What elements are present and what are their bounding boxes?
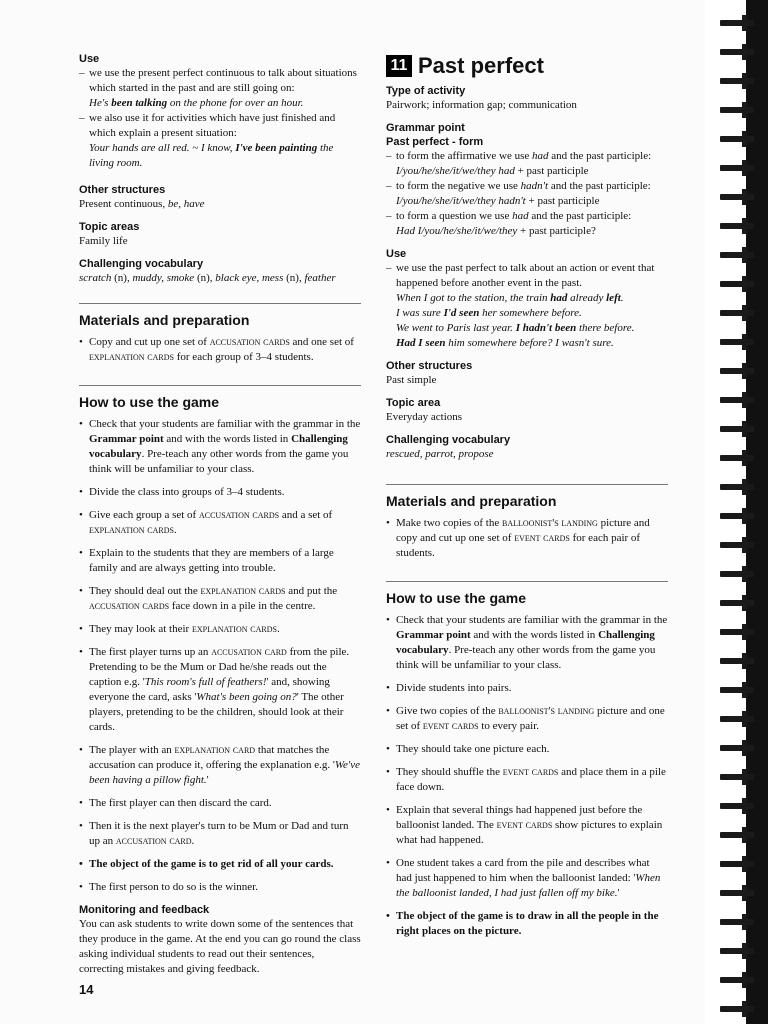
other-structures-text: Past simple bbox=[386, 374, 437, 386]
grammar-heading: Grammar point bbox=[386, 122, 465, 134]
binding-ring bbox=[720, 192, 760, 202]
binding-ring bbox=[720, 917, 760, 927]
binding-ring bbox=[720, 540, 760, 550]
binding-ring bbox=[720, 1004, 760, 1014]
list-item: • The first player can then discard the card. bbox=[79, 796, 361, 811]
vocabulary-heading: Challenging vocabulary bbox=[386, 434, 511, 446]
list-item: • The player with an explanation card that matches the accusation can produce it, offering the explanation e.g. 'We've been having a pillow fight.' bbox=[79, 743, 361, 788]
binding-ring bbox=[720, 250, 760, 260]
binding-ring bbox=[720, 424, 760, 434]
left-column bbox=[79, 52, 361, 977]
materials-heading: Materials and preparation bbox=[386, 493, 557, 509]
use-example: When I got to the station, the train had already left. bbox=[396, 292, 624, 304]
binding-ring bbox=[720, 337, 760, 347]
binding-ring bbox=[720, 47, 760, 57]
list-item: • The first person to do so is the winner. bbox=[79, 880, 361, 895]
list-item: • They should deal out the explanation cards and put the accusation cards face down in a pile in the centre. bbox=[79, 584, 361, 614]
topic-area-text: Everyday actions bbox=[386, 411, 463, 423]
binding-ring bbox=[720, 772, 760, 782]
binding-ring bbox=[720, 714, 760, 724]
other-structures-heading: Other structures bbox=[386, 360, 473, 372]
binding-ring bbox=[720, 685, 760, 695]
list-item: • Divide the class into groups of 3–4 students. bbox=[79, 485, 361, 500]
binding-ring bbox=[720, 801, 760, 811]
list-item: • One student takes a card from the pile and describes what had just happened to him when the balloonist landed: 'When the balloonist landed, I had just fallen off my bike.' bbox=[386, 856, 668, 901]
binding-ring bbox=[720, 105, 760, 115]
use-example: Had I seen him somewhere before? I wasn't sure. bbox=[396, 337, 614, 349]
binding-ring bbox=[720, 163, 760, 173]
list-item: • They may look at their explanation cards. bbox=[79, 622, 361, 637]
page-number: 14 bbox=[79, 982, 94, 997]
list-item: • Check that your students are familiar with the grammar in the Grammar point and with the words listed in Challenging vocabulary. Pre-teach any other words from the game you think will be unfamiliar to your class. bbox=[79, 417, 361, 477]
monitoring-text: You can ask students to write down some of the sentences that they produce in the game. At the end you can go round the class asking individual students to read out their sentences, correcting mistakes and giving feedback. bbox=[79, 918, 361, 975]
binding-ring bbox=[720, 308, 760, 318]
page-title bbox=[386, 52, 668, 80]
monitoring-heading: Monitoring and feedback bbox=[79, 904, 210, 916]
grammar-item: – to form the negative we use hadn't and the past participle: bbox=[386, 179, 668, 194]
binding-ring bbox=[720, 279, 760, 289]
binding-ring bbox=[720, 134, 760, 144]
materials-item: • Copy and cut up one set of accusation cards and one set of explanation cards for each group of 3–4 students. bbox=[79, 335, 361, 365]
vocabulary-text: scratch (n), muddy, smoke (n), black eye, mess (n), feather bbox=[79, 272, 336, 284]
grammar-formula: Had I/you/he/she/it/we/they + past participle? bbox=[396, 225, 596, 237]
binding-ring bbox=[720, 453, 760, 463]
grammar-item: – to form the affirmative we use had and the past participle: bbox=[386, 149, 668, 164]
binding-ring bbox=[720, 743, 760, 753]
binding-ring bbox=[720, 859, 760, 869]
vocabulary-heading: Challenging vocabulary bbox=[79, 258, 204, 270]
list-item: • Give two copies of the balloonist's landing picture and one set of event cards to every pair. bbox=[386, 704, 668, 734]
type-text: Pairwork; information gap; communication bbox=[386, 99, 577, 111]
list-item: • Then it is the next player's turn to be Mum or Dad and turn up an accusation card. bbox=[79, 819, 361, 849]
vocabulary-text: rescued, parrot, propose bbox=[386, 448, 494, 460]
use-heading: Use bbox=[79, 53, 100, 65]
other-structures-text: Present continuous, be, have bbox=[79, 198, 205, 210]
topic-areas-text: Family life bbox=[79, 235, 128, 247]
list-item: • Divide students into pairs. bbox=[386, 681, 668, 696]
grammar-formula: I/you/he/she/it/we/they had + past participle bbox=[396, 165, 589, 177]
use-example: Your hands are all red. ~ I know, I've been painting the living room. bbox=[89, 142, 334, 169]
binding-ring bbox=[720, 888, 760, 898]
unit-number: 11 bbox=[386, 55, 412, 77]
binding-ring bbox=[720, 221, 760, 231]
materials-heading: Materials and preparation bbox=[79, 312, 250, 328]
grammar-formula: I/you/he/she/it/we/they hadn't + past participle bbox=[396, 195, 600, 207]
binding-ring bbox=[720, 482, 760, 492]
use-item: – we use the present perfect continuous to talk about situations which started in the past and are still going on: bbox=[79, 66, 361, 96]
materials-item: • Make two copies of the balloonist's landing picture and copy and cut up one set of event cards for each pair of students. bbox=[386, 516, 668, 561]
list-item: • Explain to the students that they are members of a large family and are always getting into trouble. bbox=[79, 546, 361, 576]
type-heading: Type of activity bbox=[386, 85, 466, 97]
binding-ring bbox=[720, 975, 760, 985]
topic-area-heading: Topic area bbox=[386, 397, 441, 409]
use-example: He's been talking on the phone for over an hour. bbox=[89, 97, 304, 109]
binding-ring bbox=[720, 569, 760, 579]
unit-title: Past perfect bbox=[418, 53, 544, 78]
binding-ring bbox=[720, 511, 760, 521]
list-item: • The object of the game is to draw in all the people in the right places on the picture. bbox=[386, 909, 668, 939]
list-item: • Check that your students are familiar with the grammar in the Grammar point and with the words listed in Challenging vocabulary. Pre-teach any other words from the game you think will be unfamiliar to your class. bbox=[386, 613, 668, 673]
grammar-item: – to form a question we use had and the past participle: bbox=[386, 209, 668, 224]
binding-ring bbox=[720, 946, 760, 956]
binding-ring bbox=[720, 627, 760, 637]
grammar-subheading: Past perfect - form bbox=[386, 136, 484, 148]
binding-ring bbox=[720, 656, 760, 666]
binding-ring bbox=[720, 598, 760, 608]
binding-ring bbox=[720, 395, 760, 405]
use-example: I was sure I'd seen her somewhere before. bbox=[396, 307, 582, 319]
divider bbox=[79, 303, 361, 304]
how-to-heading: How to use the game bbox=[386, 590, 527, 606]
binding-ring bbox=[720, 366, 760, 376]
topic-areas-heading: Topic areas bbox=[79, 221, 140, 233]
divider bbox=[79, 385, 361, 386]
divider bbox=[386, 581, 668, 582]
list-item: • They should take one picture each. bbox=[386, 742, 668, 757]
use-item: – we also use it for activities which have just finished and which explain a present situation: bbox=[79, 111, 361, 141]
binding-ring bbox=[720, 830, 760, 840]
other-structures-heading: Other structures bbox=[79, 184, 166, 196]
list-item: • The object of the game is to get rid of all your cards. bbox=[79, 857, 361, 872]
list-item: • They should shuffle the event cards and place them in a pile face down. bbox=[386, 765, 668, 795]
binding-ring bbox=[720, 18, 760, 28]
divider bbox=[386, 484, 668, 485]
use-heading: Use bbox=[386, 248, 407, 260]
use-item: – we use the past perfect to talk about an action or event that happened before another event in the past. bbox=[386, 261, 668, 291]
use-example: We went to Paris last year. I hadn't been there before. bbox=[396, 322, 635, 334]
list-item: • Give each group a set of accusation cards and a set of explanation cards. bbox=[79, 508, 361, 538]
spiral-binding bbox=[705, 0, 768, 1024]
right-column bbox=[386, 52, 668, 947]
how-to-heading: How to use the game bbox=[79, 394, 220, 410]
list-item: • The first player turns up an accusation card from the pile. Pretending to be the Mum or Dad he/she reads out the caption e.g. 'This room's full of feathers!' and, showing everyone the card, asks 'What's been going on?' The other players, pretending to be the children, should look at their cards. bbox=[79, 645, 361, 735]
binding-ring bbox=[720, 76, 760, 86]
list-item: • Explain that several things had happened just before the balloonist landed. The event cards show pictures to explain what had happened. bbox=[386, 803, 668, 848]
